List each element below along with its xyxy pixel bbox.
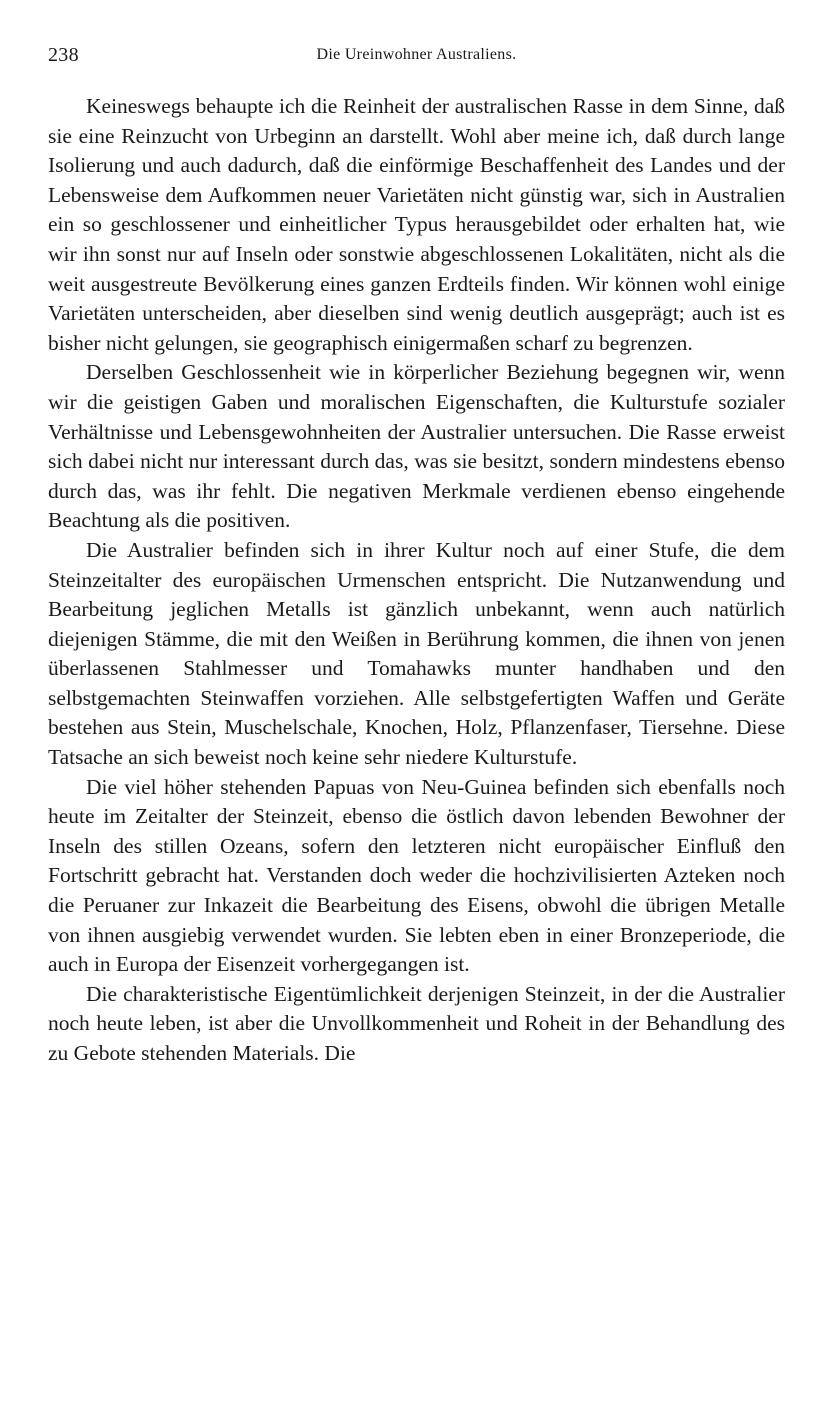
running-head <box>48 40 785 72</box>
page-number: 238 <box>48 44 79 66</box>
paragraph-3: Die Australier befinden sich in ihrer Kultur noch auf einer Stufe, die dem Steinzeitalter des europäischen Urmenschen entspricht. Die Nutzanwendung und Bearbeitung jeglichen Metalls ist gänzlich unbekannt, wenn auch natürlich diejenigen Stämme, die mit den Weißen in Berührung kommen, die ihnen von jenen überlassenen Stahlmesser und Tomahawks munter handhaben und den selbstgemachten Steinwaffen vorziehen. Alle selbstgefertigten Waffen und Geräte bestehen aus Stein, Muschelschale, Knochen, Holz, Pflanzenfaser, Tiersehne. Diese Tatsache an sich beweist noch keine sehr niedere Kulturstufe. <box>48 537 785 770</box>
paragraph-2: Derselben Geschlossenheit wie in körperlicher Beziehung begegnen wir, wenn wir die geistigen Gaben und moralischen Eigenschaften, die Kulturstufe sozialer Verhältnisse und Lebensgewohnheiten der Australier untersuchen. Die Rasse erweist sich dabei nicht nur interessant durch das, was sie besitzt, sondern mindestens ebenso durch das, was ihr fehlt. Die negativen Merkmale verdienen ebenso eingehende Beachtung als die positiven. <box>48 360 785 533</box>
body-text <box>48 92 785 1069</box>
paragraph-4: Die viel höher stehenden Papuas von Neu-Guinea befinden sich ebenfalls noch heute im Zeitalter der Steinzeit, ebenso die östlich davon lebenden Bewohner der Inseln des stillen Ozeans, sofern den letzteren nicht europäischer Einfluß den Fortschritt gebracht hat. Verstanden doch weder die hochzivilisierten Azteken noch die Peruaner zur Inkazeit die Bearbeitung des Eisens, obwohl die übrigen Metalle von ihnen ausgiebig verwendet wurden. Sie lebten eben in einer Bronzeperiode, die auch in Europa der Eisenzeit vorhergegangen ist. <box>48 774 785 977</box>
paragraph-5: Die charakteristische Eigentümlichkeit derjenigen Steinzeit, in der die Australier noch heute leben, ist aber die Unvollkommenheit und Roheit in der Behandlung des zu Gebote stehenden Materials. Die <box>48 981 785 1065</box>
running-title: Die Ureinwohner Australiens. <box>316 46 517 63</box>
paragraph-1: Keineswegs behaupte ich die Reinheit der australischen Rasse in dem Sinne, daß sie eine Reinzucht von Urbeginn an darstellt. Wohl aber meine ich, daß durch lange Isolierung und auch dadurch, daß die einförmige Beschaffenheit des Landes und der Lebensweise dem Aufkommen neuer Varietäten nicht günstig war, sich in Australien ein so geschlossener und einheitlicher Typus herausgebildet oder erhalten hat, wie wir ihn sonst nur auf Inseln oder sonstwie abgeschlossenen Lokalitäten, nicht als die weit ausgestreute Bevölkerung eines ganzen Erdteils finden. Wir können wohl einige Varietäten unterscheiden, aber dieselben sind wenig deutlich ausgeprägt; auch ist es bisher nicht gelungen, sie geographisch einigermaßen scharf zu begrenzen. <box>48 94 785 355</box>
book-page <box>48 40 785 1069</box>
